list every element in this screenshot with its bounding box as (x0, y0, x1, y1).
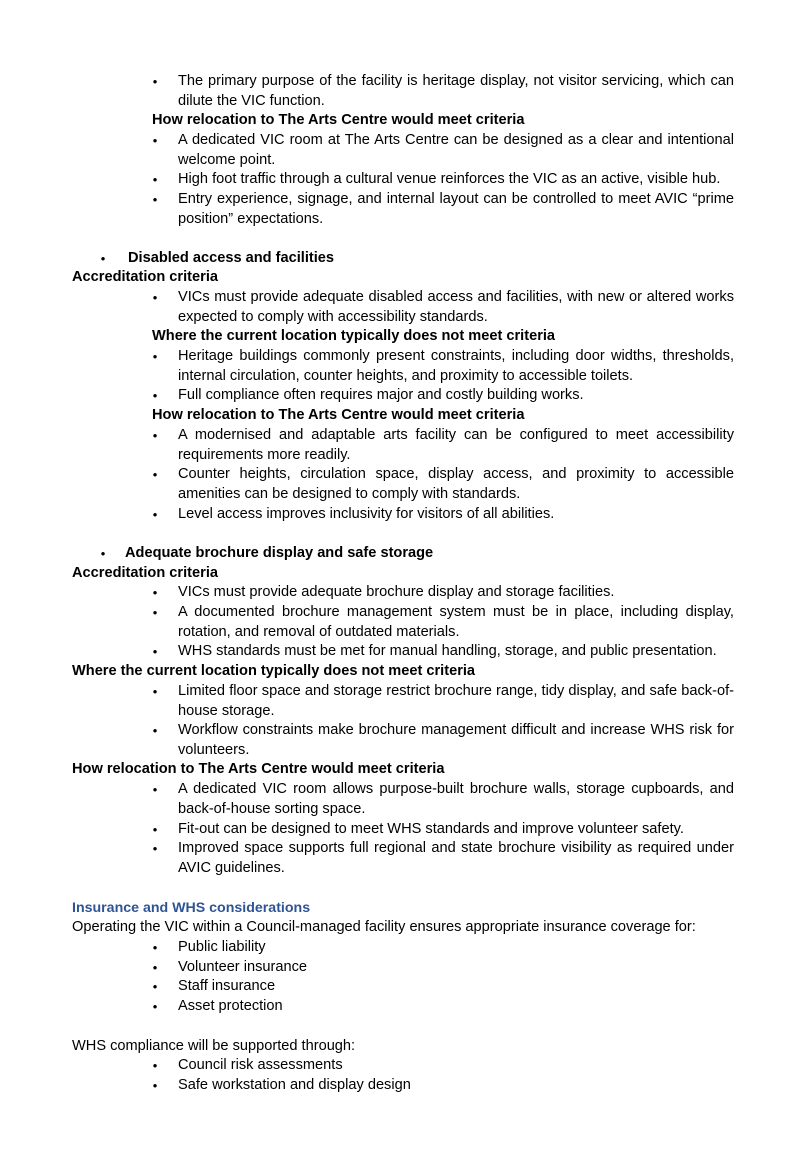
list-item: Workflow constraints make brochure management difficult and increase WHS risk for volunteers. (178, 722, 734, 758)
section-bullet: • (100, 251, 106, 266)
bullet: • (152, 192, 158, 207)
list-item: VICs must provide adequate brochure display and storage facilities. (178, 584, 615, 600)
bullet: • (152, 684, 158, 699)
subheading-current-location: Where the current location typically does not meet criteria (72, 663, 476, 679)
list-item: Full compliance often requires major and costly building works. (178, 387, 584, 403)
bullet: • (152, 979, 158, 994)
list-item: Counter heights, circulation space, display access, and proximity to accessible amenities can be designed to comply with standards. (178, 466, 734, 502)
list-item: Staff insurance (178, 978, 276, 994)
list-item: A modernised and adaptable arts facility can be configured to meet accessibility requirements more readily. (178, 427, 734, 463)
paragraph-whs: WHS compliance will be supported through: (72, 1038, 356, 1054)
subheading-relocation: How relocation to The Arts Centre would meet criteria (72, 761, 445, 777)
bullet: • (152, 782, 158, 797)
list-item: Level access improves inclusivity for visitors of all abilities. (178, 506, 555, 522)
list-item: Entry experience, signage, and internal layout can be controlled to meet AVIC “prime position” expectations. (178, 191, 734, 227)
bullet: • (152, 133, 158, 148)
subheading-relocation: How relocation to The Arts Centre would meet criteria (152, 407, 525, 423)
criteria-heading: Accreditation criteria (72, 565, 218, 581)
section-bullet: • (100, 546, 106, 561)
bullet: • (152, 507, 158, 522)
list-item: WHS standards must be met for manual handling, storage, and public presentation. (178, 643, 717, 659)
list-item: A documented brochure management system must be in place, including display, rotation, and removal of outdated materials. (178, 604, 734, 640)
subheading-relocation: How relocation to The Arts Centre would meet criteria (152, 112, 525, 128)
list-item: Heritage buildings commonly present constraints, including door widths, thresholds, internal circulation, counter heights, and proximity to accessible toilets. (178, 348, 734, 384)
bullet: • (152, 822, 158, 837)
list-item: Council risk assessments (178, 1057, 343, 1073)
bullet: • (152, 290, 158, 305)
subheading-current-location: Where the current location typically does not meet criteria (152, 328, 556, 344)
bullet: • (152, 960, 158, 975)
criteria-heading: Accreditation criteria (72, 269, 218, 285)
section-heading-insurance: Insurance and WHS considerations (72, 900, 311, 916)
list-item: A dedicated VIC room at The Arts Centre can be designed as a clear and intentional welcome point. (178, 132, 734, 168)
bullet: • (152, 172, 158, 187)
bullet: • (152, 940, 158, 955)
bullet: • (152, 467, 158, 482)
paragraph-intro: Operating the VIC within a Council-managed facility ensures appropriate insurance coverage for: (72, 919, 696, 935)
list-item: A dedicated VIC room allows purpose-built brochure walls, storage cupboards, and back-of-house sorting space. (178, 781, 734, 817)
bullet: • (152, 428, 158, 443)
section-title-brochure: Adequate brochure display and safe storage (125, 545, 434, 561)
list-item: Public liability (178, 939, 266, 955)
bullet: • (152, 644, 158, 659)
list-item: Limited floor space and storage restrict brochure range, tidy display, and safe back-of-house storage. (178, 683, 734, 719)
list-item: Safe workstation and display design (178, 1077, 411, 1093)
list-item: Asset protection (178, 998, 283, 1014)
section-title-disabled-access: Disabled access and facilities (128, 250, 335, 266)
bullet: • (152, 349, 158, 364)
bullet: • (152, 605, 158, 620)
list-item: VICs must provide adequate disabled access and facilities, with new or altered works expected to comply with accessibility standards. (178, 289, 734, 325)
bullet: • (152, 999, 158, 1014)
bullet: • (152, 1058, 158, 1073)
list-item: Fit-out can be designed to meet WHS standards and improve volunteer safety. (178, 821, 684, 837)
bullet: • (152, 841, 158, 856)
list-item: Improved space supports full regional and state brochure visibility as required under AVIC guidelines. (178, 840, 734, 876)
bullet: • (152, 388, 158, 403)
bullet: • (152, 585, 158, 600)
list-item: Volunteer insurance (178, 959, 307, 975)
bullet: • (152, 1078, 158, 1093)
list-item: The primary purpose of the facility is heritage display, not visitor servicing, which can dilute the VIC function. (178, 73, 734, 109)
bullet: • (152, 74, 158, 89)
bullet: • (152, 723, 158, 738)
list-item: High foot traffic through a cultural venue reinforces the VIC as an active, visible hub. (178, 171, 721, 187)
